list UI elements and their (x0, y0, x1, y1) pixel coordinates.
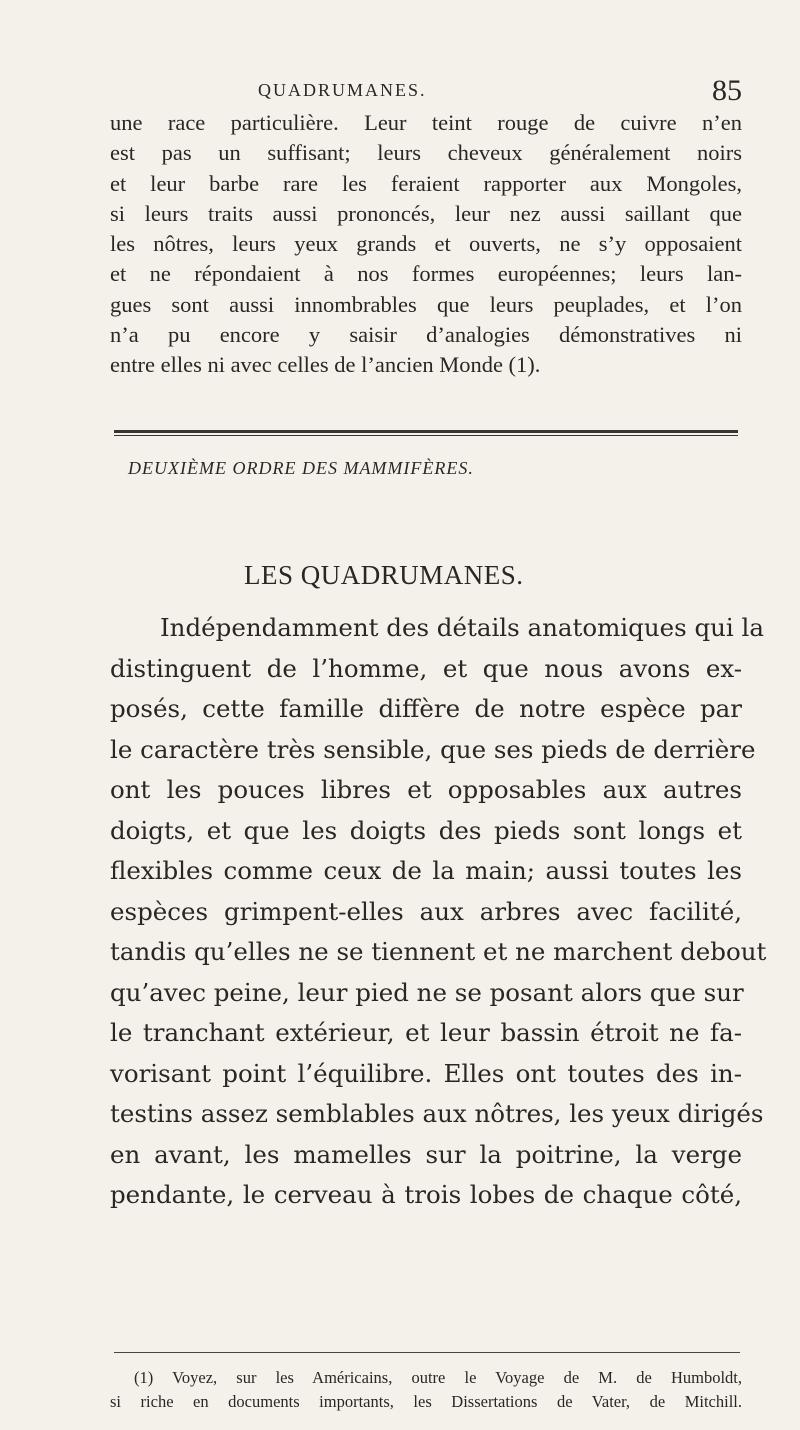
section-divider-thin (114, 435, 738, 436)
footnote-line: si riche en documents importants, les Dissertations de Vater, de Mitchill. (110, 1392, 742, 1411)
text-line: vorisant point l’équilibre. Elles ont toutes des in- (110, 1058, 742, 1088)
order-heading: DEUXIÈME ORDRE DES MAMMIFÈRES. (128, 458, 474, 478)
text-line: qu’avec peine, leur pied ne se posant alors que sur (110, 977, 744, 1007)
text-line: n’a pu encore y saisir d’analogies démonstratives ni (110, 322, 742, 348)
text-line: tandis qu’elles ne se tiennent et ne marchent debout (110, 937, 767, 966)
footnote-divider (114, 1352, 740, 1353)
paragraph-main (110, 608, 767, 1216)
text-line: si leurs traits aussi prononcés, leur nez aussi saillant que (110, 200, 742, 226)
text-line: une race particulière. Leur teint rouge de cuivre n’en (110, 110, 742, 135)
text-line: le tranchant extérieur, et leur bassin étroit ne fa- (110, 1018, 742, 1047)
footnote (110, 1366, 742, 1414)
text-line: est pas un suffisant; leurs cheveux généralement noirs (110, 140, 742, 166)
text-line: entre elles ni avec celles de l’ancien Monde (1). (110, 352, 541, 378)
text-line: Indépendamment des détails anatomiques qui la (160, 613, 764, 642)
page-number: 85 (712, 74, 742, 107)
text-line: les nôtres, leurs yeux grands et ouverts, ne s’y opposaient (110, 231, 742, 257)
text-line: doigts, et que les doigts des pieds sont longs et (110, 815, 742, 845)
text-line: pendante, le cerveau à trois lobes de chaque côté, (110, 1180, 742, 1209)
text-line: gues sont aussi innombrables que leurs peuplades, et l’on (110, 291, 742, 317)
text-line: et leur barbe rare les feraient rapporter aux Mongoles, (110, 170, 742, 196)
text-line: et ne répondaient à nos formes européennes; leurs lan- (110, 261, 742, 287)
text-line: flexibles comme ceux de la main; aussi toutes les (110, 856, 742, 885)
text-line: en avant, les mamelles sur la poitrine, la verge (110, 1139, 742, 1169)
text-line: ont les pouces libres et opposables aux autres (110, 775, 742, 804)
section-heading: LES QUADRUMANES. (244, 560, 524, 590)
text-line: espèces grimpent-elles aux arbres avec facilité, (110, 896, 742, 926)
section-divider-thick (114, 430, 738, 433)
paragraph-continuation (110, 108, 742, 381)
text-line: posés, cette famille diffère de notre espèce par (110, 694, 742, 723)
text-line: le caractère très sensible, que ses pieds de derrière (110, 734, 756, 764)
text-line: distinguent de l’homme, et que nous avons ex- (110, 653, 742, 683)
text-line: testins assez semblables aux nôtres, les yeux dirigés (110, 1099, 764, 1128)
footnote-line: (1) Voyez, sur les Américains, outre le Voyage de M. de Humboldt, (134, 1368, 742, 1387)
running-title: QUADRUMANES. (258, 80, 427, 100)
